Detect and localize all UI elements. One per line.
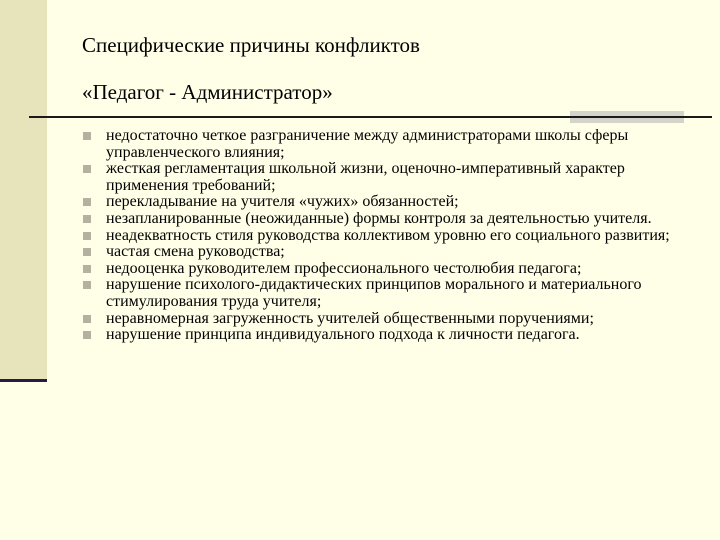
list-item-text: недостаточно четкое разграничение между администраторами школы сферы управленческого влияния;	[106, 127, 629, 161]
square-bullet-icon	[83, 165, 91, 173]
list-item	[83, 327, 708, 344]
list-item	[83, 211, 708, 228]
list-item-text: нарушение психолого-дидактических принципов морального и материального стимулирования труда учителя;	[106, 276, 642, 310]
title-rule	[29, 116, 712, 118]
list-item	[83, 194, 708, 211]
list-item	[83, 128, 708, 161]
square-bullet-icon	[83, 315, 91, 323]
list-item	[83, 261, 708, 278]
left-bar-underline	[0, 379, 47, 382]
square-bullet-icon	[83, 281, 91, 289]
bullet-list	[83, 128, 708, 344]
list-item	[83, 228, 708, 245]
list-item-text: незапланированные (неожиданные) формы контроля за деятельностью учителя.	[106, 209, 652, 227]
list-item-text: неадекватность стиля руководства коллективом уровню его социального развития;	[106, 226, 670, 244]
square-bullet-icon	[83, 331, 91, 339]
list-item-text: жесткая регламентация школьной жизни, оценочно-императивный характер применения требований;	[106, 160, 625, 194]
list-item-text: частая смена руководства;	[106, 243, 285, 261]
list-item	[83, 161, 708, 194]
square-bullet-icon	[83, 248, 91, 256]
slide-title-line-1: Специфические причины конфликтов	[82, 33, 420, 57]
square-bullet-icon	[83, 232, 91, 240]
list-item-text: перекладывание на учителя «чужих» обязанностей;	[106, 193, 459, 211]
list-item-text: нарушение принципа индивидуального подхода к личности педагога.	[106, 326, 580, 344]
left-decorative-bar	[0, 0, 47, 379]
list-item-text: недооценка руководителем профессионального честолюбия педагога;	[106, 259, 582, 277]
list-item-text: неравномерная загруженность учителей общественными поручениями;	[106, 309, 594, 327]
list-item	[83, 277, 708, 310]
slide-title-line-2: «Педагог - Администратор»	[82, 80, 333, 104]
square-bullet-icon	[83, 132, 91, 140]
list-item	[83, 311, 708, 328]
square-bullet-icon	[83, 215, 91, 223]
square-bullet-icon	[83, 265, 91, 273]
square-bullet-icon	[83, 198, 91, 206]
list-item	[83, 244, 708, 261]
